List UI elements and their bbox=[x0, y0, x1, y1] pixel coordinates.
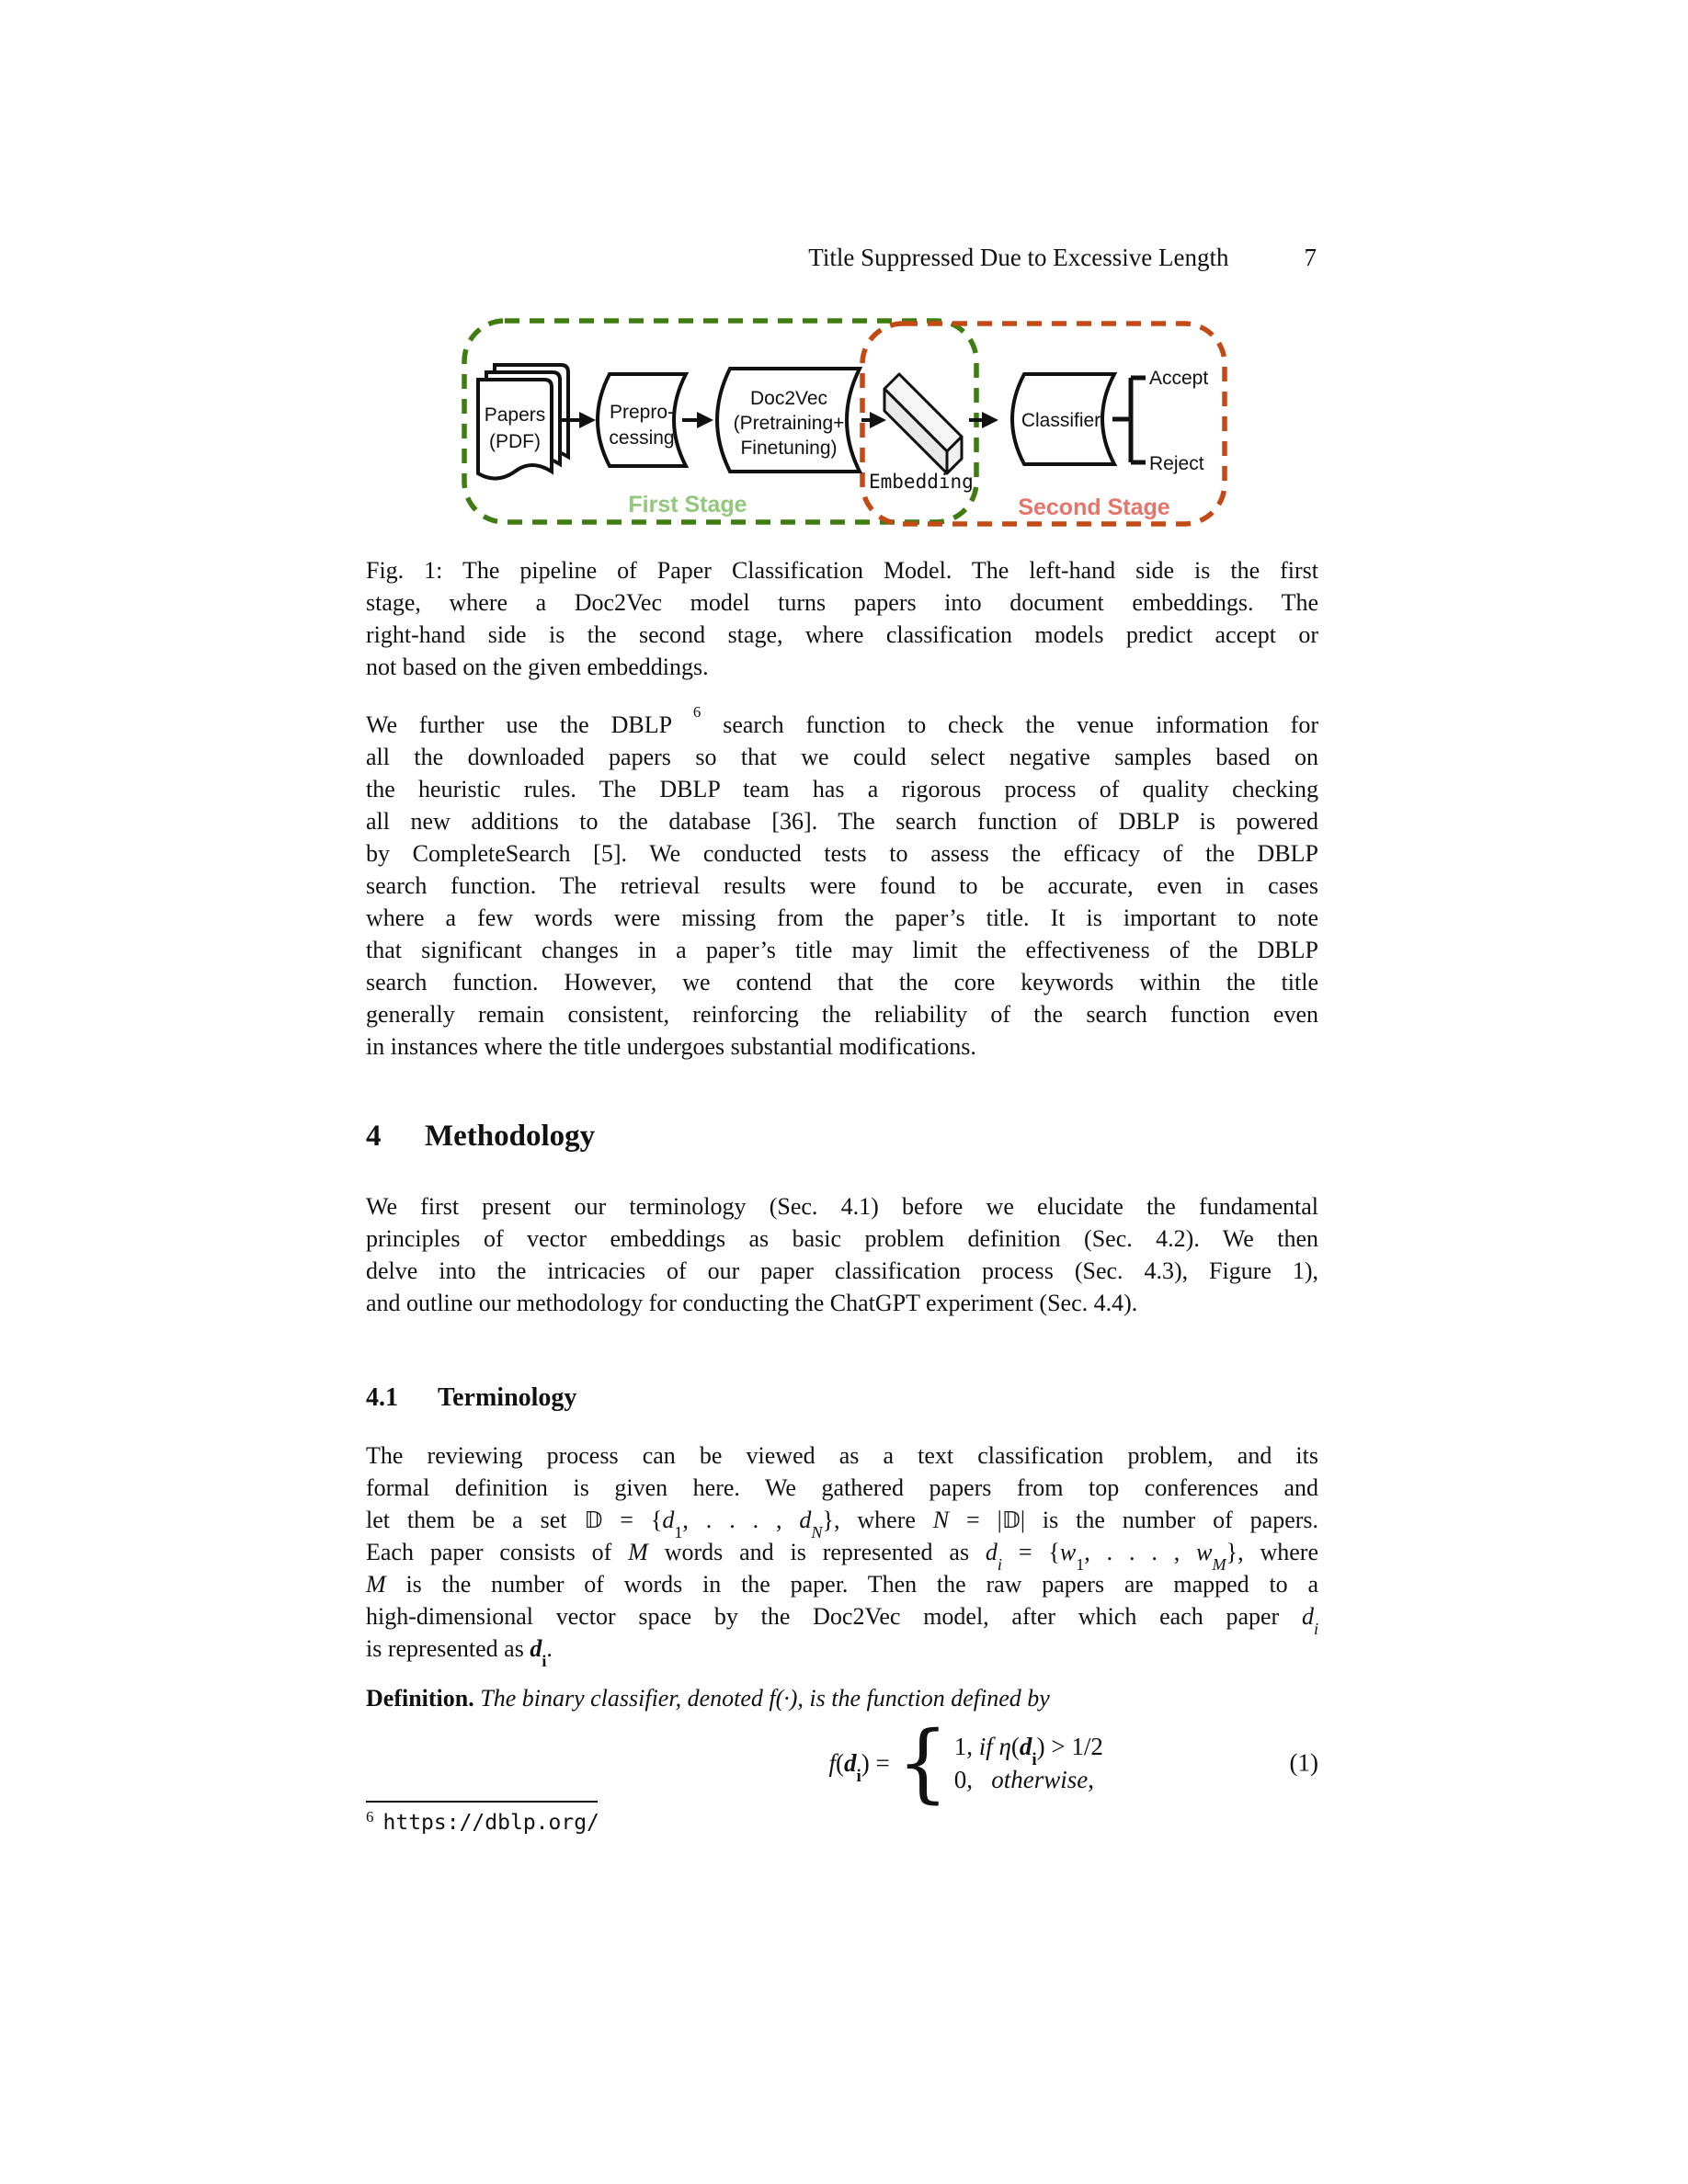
equation-number: (1) bbox=[1289, 1748, 1318, 1777]
subsection-number: 4.1 bbox=[366, 1383, 398, 1412]
footnote-url-link[interactable]: https://dblp.org/ bbox=[382, 1811, 599, 1835]
figure-1-pipeline bbox=[366, 317, 1318, 533]
text-line: right-hand side is the second stage, where classification models predict accept or bbox=[366, 621, 1318, 648]
reject-label: Reject bbox=[1149, 453, 1204, 474]
text-line: Each paper consists of M words and is represented as $d_i = \{w_1$, . . . , $w_M$}, where bbox=[366, 1539, 1318, 1574]
text-line: Fig. 1: The pipeline of Paper Classification Model. The left-hand side is the first bbox=[366, 557, 1318, 584]
papers-label-line2: (PDF) bbox=[489, 431, 541, 452]
doc2vec-label-line3: Finetuning) bbox=[740, 438, 838, 459]
text-line: formal definition is given here. We gathered papers from top conferences and bbox=[366, 1474, 1318, 1501]
doc2vec-label-line1: Doc2Vec bbox=[749, 388, 828, 409]
section-heading-methodology bbox=[366, 1115, 1318, 1157]
text-line: all new additions to the database [36]. The search function of DBLP is powered bbox=[366, 808, 1318, 835]
equation-cases bbox=[954, 1730, 1103, 1796]
text-line: the heuristic rules. The DBLP team has a rigorous process of quality checking bbox=[366, 776, 1318, 802]
running-title: Title Suppressed Due to Excessive Length bbox=[808, 244, 1229, 271]
footnote bbox=[366, 1808, 1318, 1839]
preprocessing-label-line1: Prepro- bbox=[609, 402, 675, 423]
text-line: all the downloaded papers so that we could select negative samples based on bbox=[366, 744, 1318, 770]
equation-case-2: 0, otherwise, bbox=[953, 1766, 1094, 1793]
text-line: generally remain consistent, reinforcing the reliability of the search function even bbox=[366, 1001, 1318, 1028]
text-line: delve into the intricacies of our paper classification process (Sec. 4.3), Figure 1), bbox=[366, 1257, 1318, 1284]
text-line: by CompleteSearch [5]. We conducted tests to assess the efficacy of the DBLP bbox=[366, 840, 1318, 867]
definition-body: The binary classifier, denoted f(·), is the function defined by bbox=[480, 1685, 1050, 1712]
text-line: where a few words were missing from the paper’s title. It is important to note bbox=[366, 904, 1318, 931]
definition-lead: Definition. bbox=[366, 1685, 474, 1712]
arrow-doc2vec-to-embedding bbox=[861, 412, 886, 428]
paper-sheet-front bbox=[478, 380, 552, 479]
text-line: principles of vector embeddings as basic problem definition (Sec. 4.2). We then bbox=[366, 1225, 1318, 1252]
doc2vec-label-line2: (Pretraining+ bbox=[733, 413, 845, 434]
footnote-marker: 6 bbox=[366, 1807, 374, 1826]
text-line: The reviewing process can be viewed as a text classification problem, and its bbox=[366, 1442, 1318, 1469]
preprocessing-label-line2: cessing bbox=[609, 427, 675, 449]
paragraph-methodology-intro bbox=[366, 1190, 1318, 1319]
subsection-heading-terminology bbox=[366, 1382, 1318, 1415]
section-number: 4 bbox=[366, 1120, 382, 1153]
text-line: We first present our terminology (Sec. 4.1) before we elucidate the fundamental bbox=[366, 1193, 1318, 1220]
papers-label-line1: Papers bbox=[484, 404, 546, 426]
text-line: M is the number of words in the paper. Then the raw papers are mapped to a bbox=[366, 1571, 1318, 1598]
classifier-label: Classifier bbox=[1021, 410, 1101, 431]
definition-line bbox=[366, 1682, 1318, 1714]
page-number: 7 bbox=[1304, 244, 1317, 271]
pipeline-diagram bbox=[366, 317, 1318, 533]
embedding-label: Embedding bbox=[869, 471, 974, 493]
text-line: in instances where the title undergoes substantial modifications. bbox=[366, 1033, 976, 1060]
arrow-embedding-to-classifier bbox=[969, 412, 998, 428]
equation-body bbox=[828, 1712, 1103, 1813]
text-line: stage, where a Doc2Vec model turns papers into document embeddings. The bbox=[366, 589, 1318, 616]
text-line: not based on the given embeddings. bbox=[366, 654, 709, 680]
accept-reject-bracket bbox=[1112, 378, 1146, 462]
text-line: search function. However, we contend that the core keywords within the title bbox=[366, 969, 1318, 995]
text-line: let them be a set 𝔻 = {$d_1$, . . . , $d_N$}, where N = |𝔻| is the number of papers. bbox=[366, 1507, 1319, 1541]
accept-label: Accept bbox=[1149, 368, 1209, 389]
text-line: and outline our methodology for conducting the ChatGPT experiment (Sec. 4.4). bbox=[366, 1290, 1138, 1316]
first-stage-label: First Stage bbox=[628, 492, 747, 518]
equation-lhs: $f(d_i)$ = bbox=[828, 1748, 890, 1786]
paragraph-terminology bbox=[366, 1439, 1319, 1670]
equation-1 bbox=[366, 1712, 1318, 1813]
second-stage-label: Second Stage bbox=[1018, 495, 1170, 520]
embedding-bar bbox=[884, 374, 962, 473]
text-line: that significant changes in a paper’s title may limit the effectiveness of the DBLP bbox=[366, 937, 1318, 963]
text-column bbox=[366, 244, 1318, 1839]
subsection-title: Terminology bbox=[438, 1383, 577, 1412]
text-line: We further use the DBLP $^6$ search function to check the venue information for bbox=[366, 702, 1318, 738]
section-title: Methodology bbox=[425, 1120, 596, 1153]
footnote-rule bbox=[366, 1801, 598, 1803]
paragraph-dblp bbox=[366, 702, 1318, 1063]
running-header bbox=[366, 244, 1318, 276]
arrow-preprocessing-to-doc2vec bbox=[682, 412, 713, 428]
text-line: is represented as $d_i$. bbox=[366, 1635, 553, 1670]
figure-caption bbox=[366, 554, 1318, 683]
equation-brace: { bbox=[896, 1712, 949, 1813]
text-line: search function. The retrieval results were found to be accurate, even in cases bbox=[366, 872, 1318, 899]
equation-case-1: 1, if $\eta(d_i) > 1/2$ bbox=[953, 1733, 1103, 1770]
text-line: high-dimensional vector space by the Doc2Vec model, after which each paper $d_i$ bbox=[366, 1603, 1318, 1638]
